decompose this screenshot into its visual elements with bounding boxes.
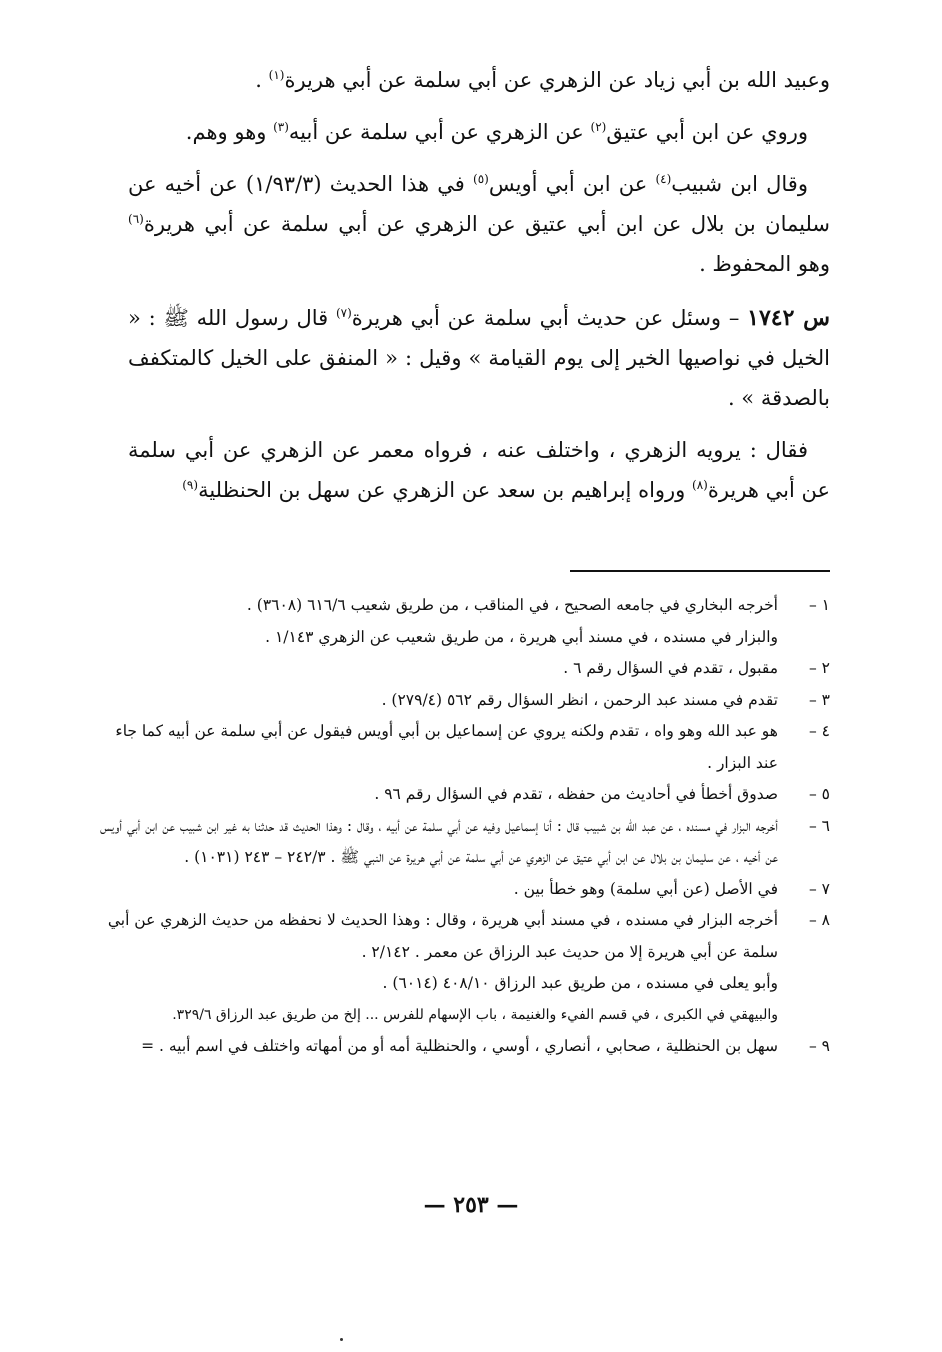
text-span: عن الزهري عن أبي سلمة عن أبيه	[288, 120, 591, 144]
footnote-text: أخرجه البزار في مسنده ، في مسند أبي هريرة ، وقال : وهذا الحديث لا نحفظه من حديث الزهري عن أبي سلمة عن أبي هريرة إلا من حديث عبد الرزاق عن معمر . ٢/١٤٢ .	[107, 911, 778, 961]
footnote-9	[100, 1031, 830, 1063]
footnote-text: والبزار في مسنده ، في مسند أبي هريرة ، من طريق شعيب عن الزهري ١/١٤٣ .	[265, 627, 778, 646]
footnotes-list	[100, 590, 830, 1063]
footnote-text: وأبو يعلى في مسنده ، من طريق عبد الرزاق ٤٠٨/١٠ (٦٠١٤) .	[382, 974, 778, 992]
footnote-text: سهل بن الحنظلية ، صحابي ، أنصاري ، أوسي ، والحنظلية أمه أو من أمهاته واختلف في اسم أبيه . =	[141, 1037, 778, 1055]
footnote-ref[interactable]: (٧)	[335, 306, 352, 320]
footnote-ref[interactable]: (٨)	[692, 478, 708, 492]
text-span: ورواه إبراهيم بن سعد عن الزهري عن سهل بن الحنظلية	[198, 478, 693, 502]
footnote-ref[interactable]: (١)	[268, 68, 285, 82]
footnote-number: ١ –	[808, 596, 830, 614]
question-paragraph	[128, 298, 830, 418]
paragraph-2	[128, 112, 830, 152]
footnote-text: هو عبد الله وهو واه ، تقدم ولكنه يروي عن إسماعيل بن أبي أويس فيقول عن أبي سلمة عن أبيه كما جاء عند البزار .	[115, 722, 778, 772]
text-span: وهو وهم.	[185, 120, 274, 144]
text-span: وعبيد الله بن أبي زياد عن الزهري عن أبي سلمة عن أبي هريرة	[284, 68, 830, 92]
footnote-ref[interactable]: (٦)	[128, 212, 144, 226]
footnote-4	[100, 716, 830, 779]
footnote-number: ٩ –	[808, 1037, 830, 1055]
speck-mark	[340, 1338, 343, 1341]
footnote-ref[interactable]: (٥)	[473, 172, 489, 186]
footnote-divider	[570, 570, 830, 572]
footnote-3	[100, 685, 830, 717]
footnote-text: والبيهقي في الكبرى ، في قسم الفيء والغنيمة ، باب الإسهام للفرس ... إلخ من طريق عبد الرزاق ٣٢٩/٦.	[172, 1006, 778, 1023]
footnote-ref[interactable]: (٢)	[590, 120, 607, 134]
text-span: وروي عن ابن أبي عتيق	[606, 120, 808, 144]
footnote-number: ٤ –	[808, 722, 830, 740]
text-span: – وسئل عن حديث أبي سلمة عن أبي هريرة	[351, 306, 748, 330]
question-number: س ١٧٤٢	[747, 305, 831, 331]
footnote-ref[interactable]: (٤)	[655, 172, 672, 186]
footnote-number: ٥ –	[808, 785, 830, 803]
footnote-number: ٦ –	[808, 816, 830, 835]
main-text	[128, 60, 830, 522]
text-span: وهو المحفوظ .	[699, 252, 830, 276]
footnote-number: ٣ –	[808, 690, 830, 709]
text-span: قال رسول الله ﷺ : « الخيل في نواصيها الخير إلى يوم القيامة » وقيل : « المنفق على الخيل كالمتكفف بالصدقة » .	[128, 306, 830, 410]
footnote-2	[100, 653, 830, 685]
footnote-number: ٧ –	[808, 879, 830, 898]
footnote-number: ٢ –	[808, 659, 830, 677]
footnote-ref[interactable]: (٩)	[182, 478, 199, 492]
footnote-text: في الأصل (عن أبي سلمة) وهو خطأ بين .	[513, 879, 778, 898]
footnote-5	[100, 779, 830, 811]
footnote-8	[100, 905, 830, 1031]
footnote-7	[100, 874, 830, 906]
footnote-text: مقبول ، تقدم في السؤال رقم ٦ .	[563, 659, 778, 677]
footnote-number: ٨ –	[808, 911, 830, 929]
footnote-text: تقدم في مسند عبد الرحمن ، انظر السؤال رقم ٥٦٢ (٢٧٩/٤) .	[381, 690, 778, 709]
paragraph-1	[128, 60, 830, 100]
text-span: فقال : يرويه الزهري ، واختلف عنه ، فرواه معمر عن الزهري عن أبي سلمة عن أبي هريرة	[128, 438, 830, 502]
footnote-text: أخرجه البزار في مسنده ، عن عبد الله بن شبيب قال : أنا إسماعيل وفيه عن أبي سلمة عن أبيه ، وقال : وهذا الحديث قد حدثنا به غير ابن شبيب عن ابن أبي أويس عن أخيه ، عن سليمان بن بلال عن ابن أبي عتيق عن الزهري عن أبي سلمة عن أبي هريرة عن النبي ﷺ . ٢٤٢/٣ – ٢٤٣ (١٠٣١) .	[100, 816, 778, 866]
page-number: — ٢٥٣ —	[423, 1192, 519, 1218]
text-span: عن ابن أبي أويس	[488, 172, 656, 196]
answer-paragraph	[128, 430, 830, 510]
footnote-text: صدوق أخطأ في أحاديث من حفظه ، تقدم في السؤال رقم ٩٦ .	[374, 785, 778, 803]
paragraph-3	[128, 164, 830, 284]
footnote-ref[interactable]: (٣)	[273, 120, 289, 134]
footnote-1	[100, 590, 830, 653]
text-span: وقال ابن شبيب	[671, 172, 808, 196]
footnote-6	[100, 811, 830, 874]
footnote-text: أخرجه البخاري في جامعه الصحيح ، في المناقب ، من طريق شعيب ٦١٦/٦ (٣٦٠٨) .	[246, 596, 778, 614]
text-span: في هذا الحديث (١/٩٣/٣) عن أخيه عن سليمان بن بلال عن ابن أبي عتيق عن الزهري عن أبي سلمة عن أبي هريرة	[128, 172, 830, 236]
text-span: .	[255, 68, 269, 92]
